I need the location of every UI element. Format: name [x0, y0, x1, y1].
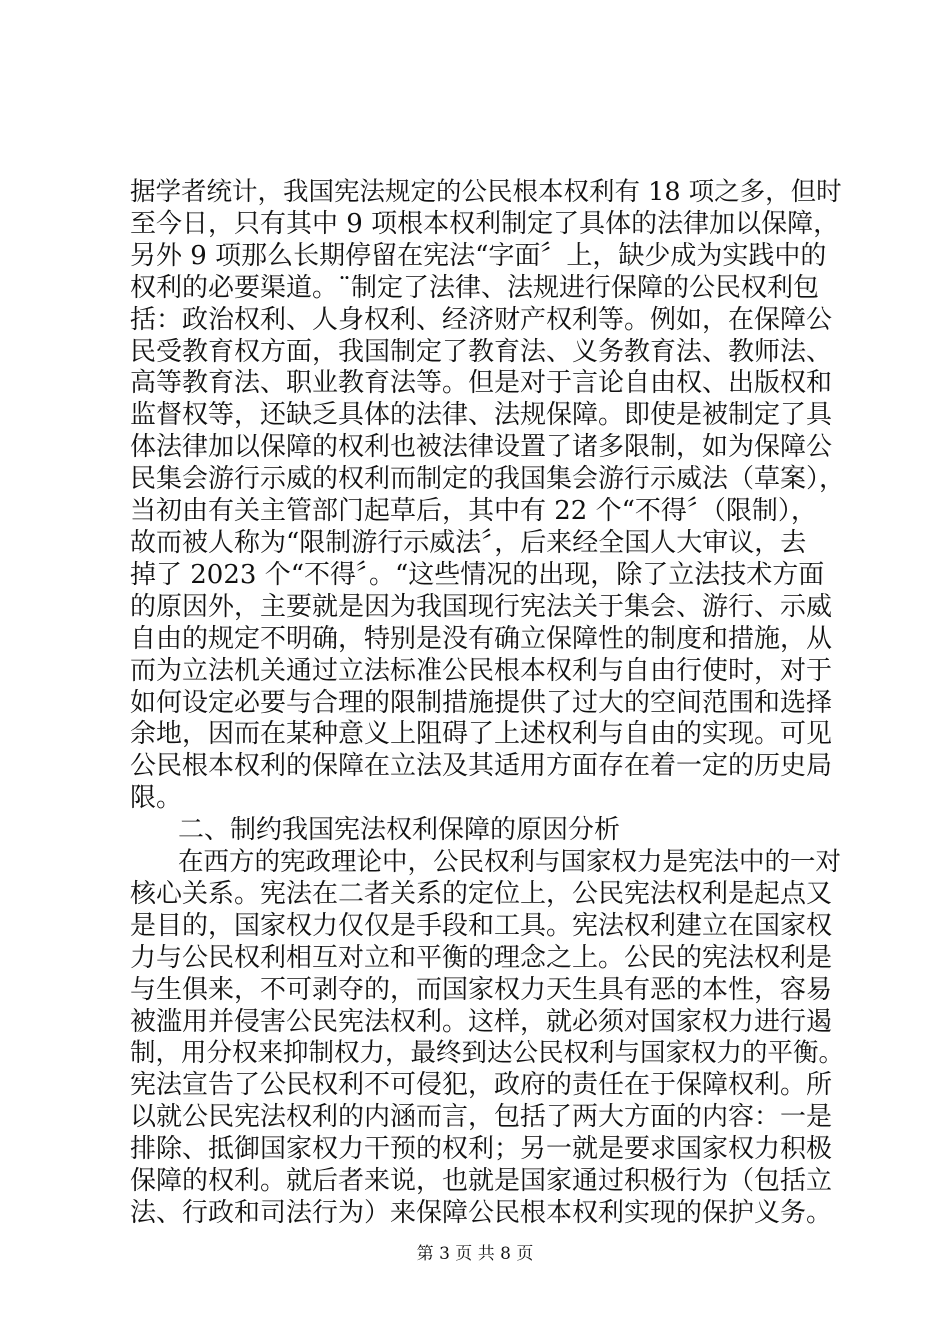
paragraph-line: 是目的，国家权力仅仅是手段和工具。宪法权利建立在国家权 — [130, 911, 833, 941]
page-number-footer: 第 3 页 共 8 页 — [416, 1244, 534, 1264]
paragraph-line: 余地，因而在某种意义上阻碍了上述权利与自由的实现。可见 — [130, 719, 833, 749]
paragraph-line: 至今日，只有其中 9 项根本权利制定了具体的法律加以保障， — [130, 209, 840, 239]
paragraph-line: 高等教育法、职业教育法等。但是对于言论自由权、出版权和 — [130, 368, 833, 398]
paragraph-line: 括：政治权利、人身权利、经济财产权利等。例如，在保障公 — [130, 305, 833, 335]
paragraph-line: 据学者统计，我国宪法规定的公民根本权利有 18 项之多，但时 — [130, 177, 842, 207]
paragraph-line: 与生俱来，不可剥夺的，而国家权力天生具有恶的本性，容易 — [130, 975, 833, 1005]
paragraph-line: 另外 9 项那么长期停留在宪法“字面〞上，缺少成为实践中的 — [130, 241, 827, 271]
paragraph-line: 法、行政和司法行为）来保障公民根本权利实现的保护义务。 — [130, 1198, 833, 1228]
paragraph-line: 限。 — [130, 783, 183, 813]
paragraph-line: 如何设定必要与合理的限制措施提供了过大的空间范围和选择 — [130, 688, 833, 718]
paragraph-line: 民集会游行示威的权利而制定的我国集会游行示威法（草案）， — [130, 464, 846, 494]
paragraph-line: 宪法宣告了公民权利不可侵犯，政府的责任在于保障权利。所 — [130, 1070, 833, 1100]
paragraph-line: 保障的权利。就后者来说，也就是国家通过积极行为（包括立 — [130, 1166, 833, 1196]
paragraph-line: 掉了 2023 个“不得〞。“这些情况的出现，除了立法技术方面 — [130, 560, 825, 590]
paragraph-line: 故而被人称为“限制游行示威法〞，后来经全国人大审议，去 — [130, 528, 807, 558]
paragraph-line: 民受教育权方面，我国制定了教育法、义务教育法、教师法、 — [130, 337, 833, 367]
paragraph-line: 制，用分权来抑制权力，最终到达公民权利与国家权力的平衡。 — [130, 1038, 845, 1068]
paragraph-line: 公民根本权利的保障在立法及其适用方面存在着一定的历史局 — [130, 751, 833, 781]
paragraph-line: 权利的必要渠道。¨制定了法律、法规进行保障的公民权利包 — [130, 273, 820, 303]
paragraph-line: 当初由有关主管部门起草后，其中有 22 个“不得〞（限制）， — [130, 496, 817, 526]
paragraph-line: 核心关系。宪法在二者关系的定位上，公民宪法权利是起点又 — [130, 879, 833, 909]
paragraph-line: 监督权等，还缺乏具体的法律、法规保障。即使是被制定了具 — [130, 400, 833, 430]
paragraph-line: 力与公民权利相互对立和平衡的理念之上。公民的宪法权利是 — [130, 943, 833, 973]
paragraph-line: 自由的规定不明确，特别是没有确立保障性的制度和措施，从 — [130, 624, 833, 654]
paragraph-line: 在西方的宪政理论中，公民权利与国家权力是宪法中的一对 — [178, 847, 842, 877]
paragraph-line: 的原因外，主要就是因为我国现行宪法关于集会、游行、示威 — [130, 592, 833, 622]
paragraph-line: 而为立法机关通过立法标准公民根本权利与自由行使时，对于 — [130, 656, 833, 686]
paragraph-line: 排除、抵御国家权力干预的权利；另一就是要求国家权力积极 — [130, 1134, 833, 1164]
paragraph-line: 被滥用并侵害公民宪法权利。这样，就必须对国家权力进行遏 — [130, 1007, 833, 1037]
paragraph-line: 体法律加以保障的权利也被法律设置了诸多限制，如为保障公 — [130, 432, 833, 462]
section-heading: 二、制约我国宪法权利保障的原因分析 — [178, 815, 621, 845]
paragraph-line: 以就公民宪法权利的内涵而言，包括了两大方面的内容：一是 — [130, 1102, 833, 1132]
